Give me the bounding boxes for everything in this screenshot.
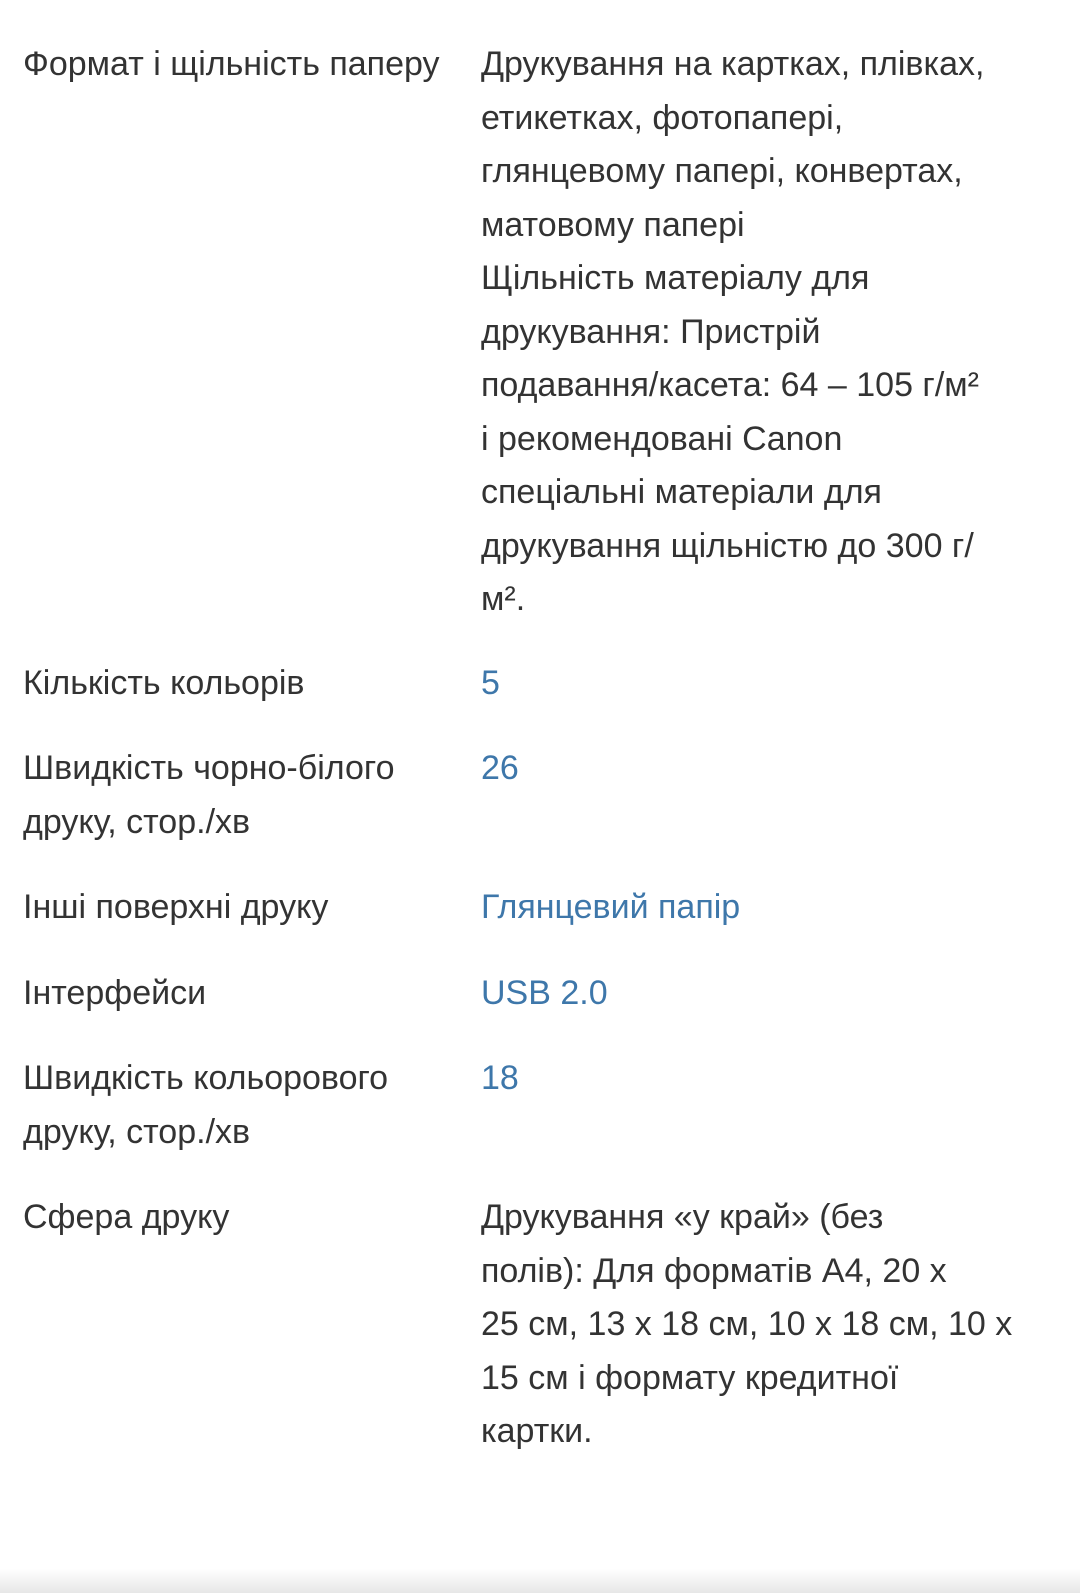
spec-label: Інтерфейси — [23, 973, 207, 1012]
spec-row-bw-speed — [0, 742, 1080, 849]
spec-row-paper-format — [0, 38, 1080, 627]
spec-label: Формат і щільність паперу — [23, 45, 440, 83]
spec-label: Швидкість чорно-білого друку, стор./хв — [23, 749, 395, 841]
spec-value-link[interactable]: 18 — [481, 1059, 519, 1097]
spec-row-colors-count — [0, 657, 1080, 711]
spec-label: Кількість кольорів — [23, 663, 305, 702]
spec-row-color-speed — [0, 1052, 1080, 1159]
spec-label: Швидкість кольорового друку, стор./хв — [23, 1059, 389, 1151]
spec-value-link[interactable]: USB 2.0 — [481, 973, 608, 1012]
spec-value: Друкування на картках, плівках, етикетках, фотопапері, глянцевому папері, конвертах, матовому папері Щільність матеріалу для друкування: Пристрій подавання/касета: 64 – 105 г/м² і рекомендовані Canon спеціальні матеріали для друкування щільністю до 300 г/ м². — [481, 45, 985, 618]
spec-row-other-surfaces — [0, 881, 1080, 935]
bottom-edge-shadow — [0, 1569, 1080, 1593]
spec-value-link[interactable]: 26 — [481, 749, 519, 787]
spec-value: Друкування «у край» (без полів): Для форматів А4, 20 x 25 см, 13 x 18 см, 10 x 18 см, 10 x 15 см і формату кредитної картки. — [481, 1198, 1013, 1450]
spec-row-print-scope — [0, 1191, 1080, 1459]
spec-label: Інші поверхні друку — [23, 888, 329, 926]
spec-value-link[interactable]: Глянцевий папір — [481, 888, 741, 926]
spec-label: Сфера друку — [23, 1198, 230, 1236]
spec-row-interfaces — [0, 967, 1080, 1021]
spec-value-link[interactable]: 5 — [481, 663, 500, 702]
